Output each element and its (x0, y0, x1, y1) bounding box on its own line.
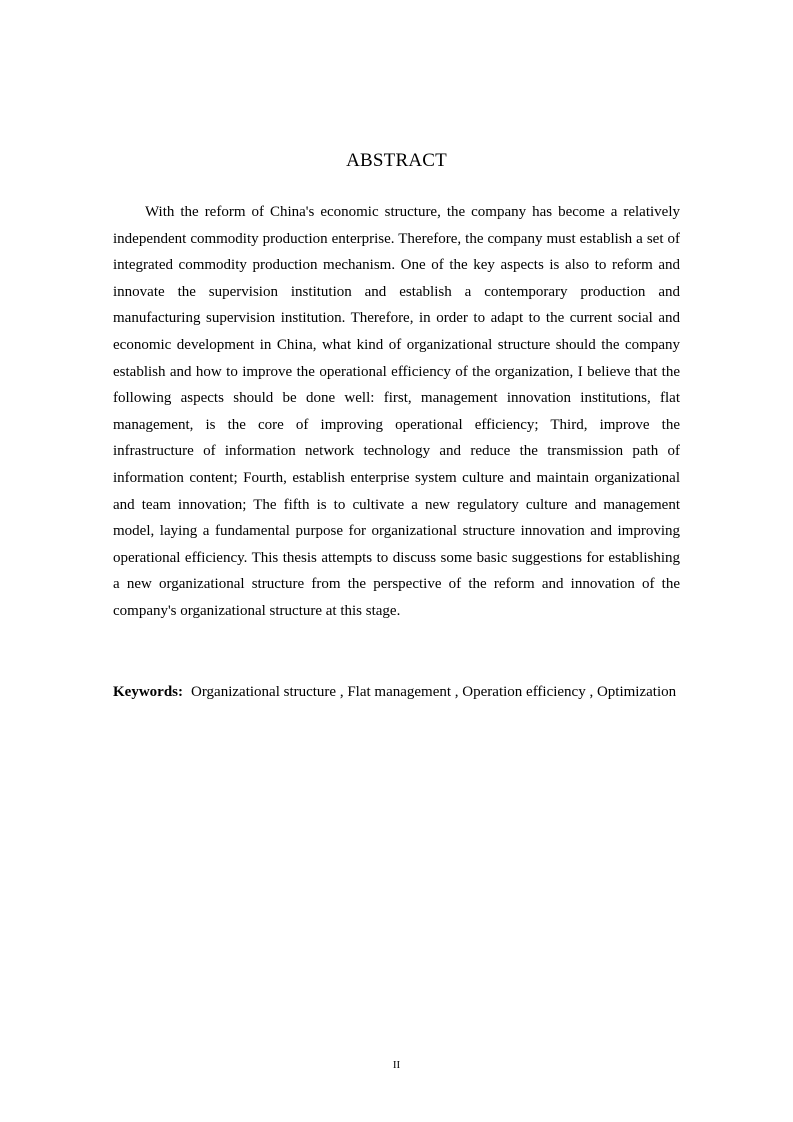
keywords-section (113, 679, 680, 706)
keywords-label: Keywords: (113, 684, 183, 700)
abstract-paragraph: With the reform of China's economic structure, the company has become a relatively independent commodity production enterprise. Therefore, the company must establish a set of integrated commodity production mechanism. One of the key aspects is also to reform and innovate the supervision institution and establish a contemporary production and manufacturing supervision institution. Therefore, in order to adapt to the current social and economic development in China, what kind of organizational structure should the company establish and how to improve the operational efficiency of the organization, I believe that the following aspects should be done well: first, management innovation institutions, flat management, is the core of improving operational efficiency; Third, improve the infrastructure of information network technology and reduce the transmission path of information content; Fourth, establish enterprise system culture and maintain organizational and team innovation; The fifth is to cultivate a new regulatory culture and management model, laying a fundamental purpose for organizational structure innovation and improving operational efficiency. This thesis attempts to discuss some basic suggestions for establishing a new organizational structure from the perspective of the reform and innovation of the company's organizational structure at this stage. (113, 204, 680, 619)
keywords-list: Organizational structure , Flat management , Operation efficiency , Optimization (191, 684, 677, 700)
page-number: II (392, 1059, 401, 1071)
abstract-title: ABSTRACT (346, 150, 447, 171)
